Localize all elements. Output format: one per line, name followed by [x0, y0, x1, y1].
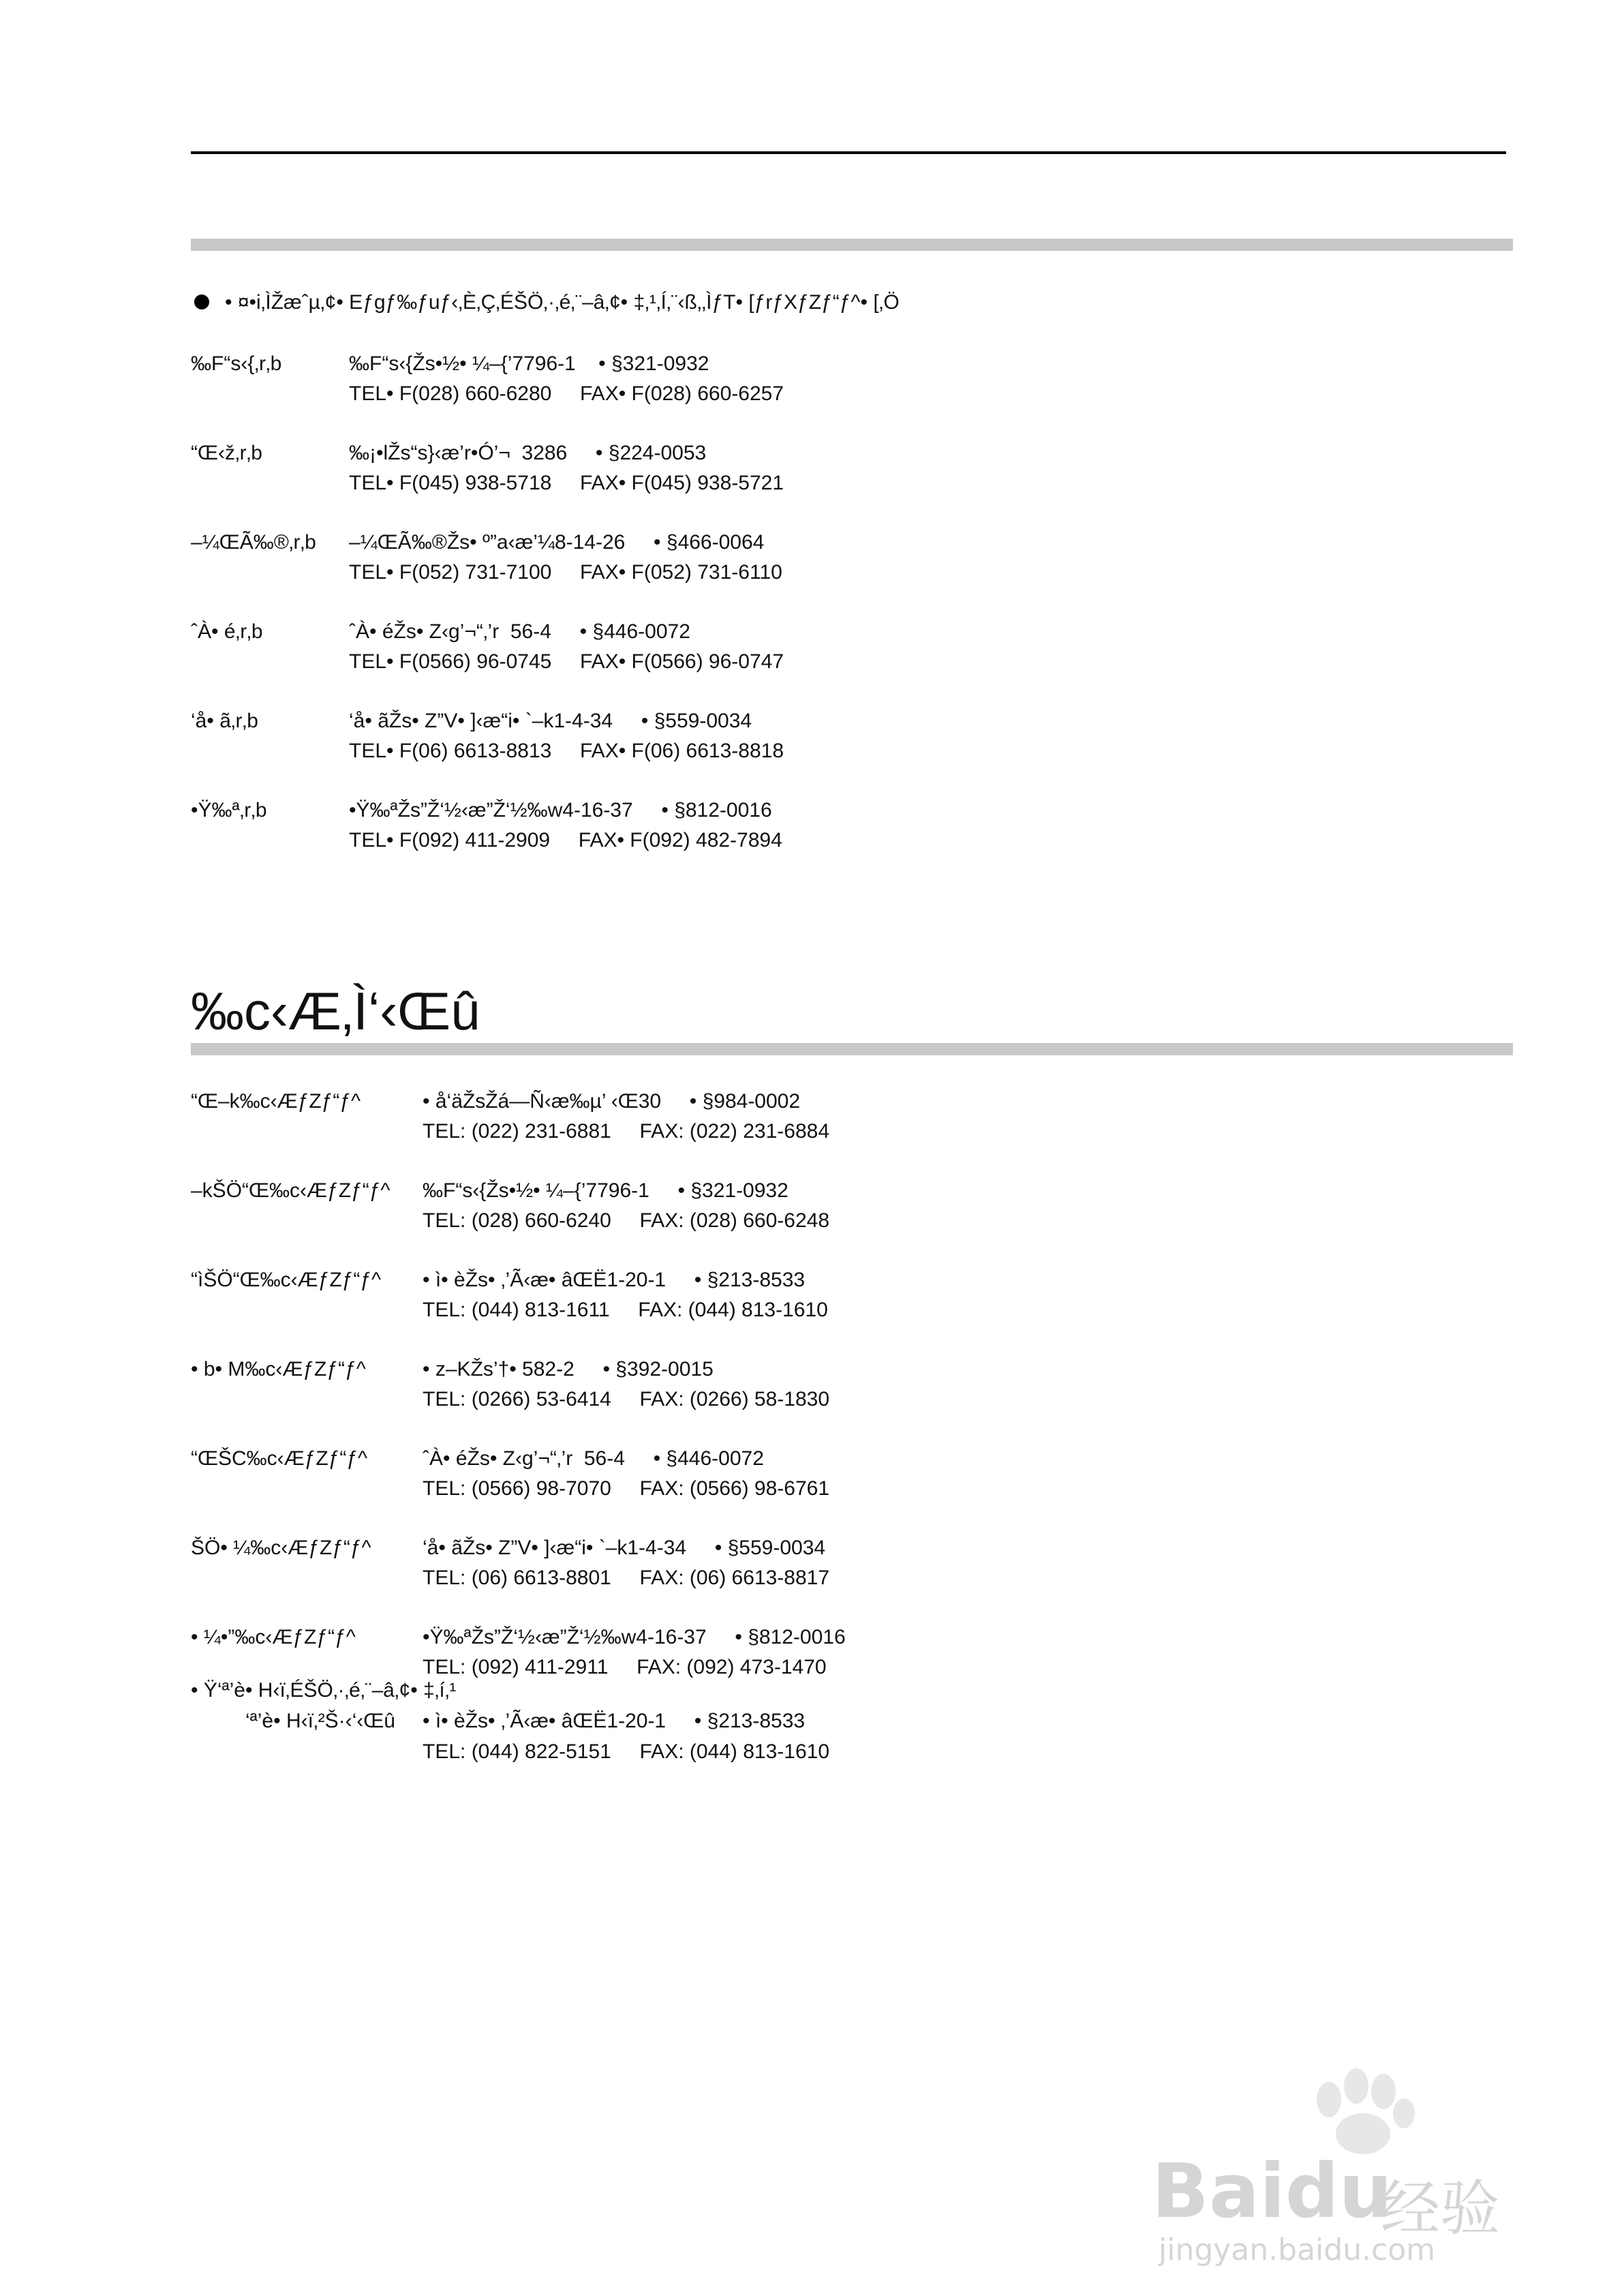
sales-center-name: “ìŠÖ“Œ‰c‹ÆƒZƒ“ƒ^ — [191, 1269, 382, 1291]
office-address: ‰F“s‹{Žs•½• ¼–{’7796-1 • §321-0932 — [349, 352, 709, 375]
office-name: –¼ŒÃ‰®‚r‚b — [191, 531, 316, 554]
sales-center-address: ‰F“s‹{Žs•½• ¼–{’7796-1 • §321-0932 — [423, 1179, 789, 1202]
section-title: ‰c‹Æ‚Ì‘‹Œû — [191, 981, 480, 1041]
sales-center-address: • å‘äŽsŽá—Ñ‹æ‰µ’ ‹Œ30 • §984-0002 — [423, 1090, 801, 1113]
office-name: •Ÿ‰ª‚r‚b — [191, 799, 267, 821]
last-entry-address: • ì• èŽs• ‚’Ã‹æ• âŒË1-20-1 • §213-8533 — [423, 1710, 806, 1732]
office-tel-fax: TEL• F(092) 411-2909 FAX• F(092) 482-7894 — [349, 829, 782, 851]
watermark-brand: Baidu — [1152, 2147, 1392, 2235]
sales-center-tel-fax: TEL: (06) 6613-8801 FAX: (06) 6613-8817 — [423, 1567, 830, 1589]
office-address: –¼ŒÃ‰®Žs• º”a‹æ’¼8-14-26 • §466-0064 — [349, 531, 765, 554]
sales-center-tel-fax: TEL: (0266) 53-6414 FAX: (0266) 58-1830 — [423, 1388, 830, 1410]
watermark — [1145, 2059, 1567, 2267]
intro-line: • ¤•i‚ÌŽæˆµ‚¢• Eƒgƒ‰ƒuƒ‹‚È‚Ç‚ÉŠÖ‚·‚é‚¨–â‚¢• ‡‚¹‚Í‚¨‹ß‚‚ÌƒT• [ƒrƒXƒZƒ“ƒ^• [‚Ö — [225, 291, 900, 314]
sales-center-name: –kŠÖ“Œ‰c‹ÆƒZƒ“ƒ^ — [191, 1179, 391, 1202]
sales-center-name: “Œ–k‰c‹ÆƒZƒ“ƒ^ — [191, 1090, 361, 1113]
sales-center-tel-fax: TEL: (0566) 98-7070 FAX: (0566) 98-6761 — [423, 1477, 830, 1500]
last-entry-title: • Ÿ‘ª’è• H‹ï‚ÉŠÖ‚·‚é‚¨–â‚¢• ‡‚í‚¹ — [191, 1679, 457, 1702]
sales-center-name: “ŒŠC‰c‹ÆƒZƒ“ƒ^ — [191, 1447, 368, 1470]
sales-center-name: • ¼•”‰c‹ÆƒZƒ“ƒ^ — [191, 1626, 356, 1648]
sales-center-tel-fax: TEL: (022) 231-6881 FAX: (022) 231-6884 — [423, 1120, 830, 1143]
sales-center-address: • z–KŽs’†• 582-2 • §392-0015 — [423, 1358, 714, 1380]
office-address: ˆÀ• éŽs• Z‹g’¬“‚’r 56-4 • §446-0072 — [349, 620, 690, 643]
last-entry-tel: TEL: (044) 822-5151 FAX: (044) 813-1610 — [423, 1740, 830, 1763]
sales-center-name: ŠÖ• ¼‰c‹ÆƒZƒ“ƒ^ — [191, 1537, 371, 1559]
sales-center-address: ‘å• ãŽs• Z”V• ]‹æ“i• `–k1-4-34 • §559-0034 — [423, 1537, 826, 1559]
office-address: ‰¡•lŽs“s}‹æ’r•Ó’¬ 3286 • §224-0053 — [349, 442, 707, 464]
sales-center-tel-fax: TEL: (044) 813-1611 FAX: (044) 813-1610 — [423, 1299, 828, 1321]
office-name: ˆÀ• é‚r‚b — [191, 620, 263, 643]
bullet-icon — [194, 294, 209, 309]
office-tel-fax: TEL• F(06) 6613-8813 FAX• F(06) 6613-8818 — [349, 740, 784, 762]
sales-center-address: •Ÿ‰ªŽs”Ž‘½‹æ”Ž‘½‰w4-16-37 • §812-0016 — [423, 1626, 846, 1648]
office-name: “Œ‹ž‚r‚b — [191, 442, 262, 464]
office-tel-fax: TEL• F(052) 731-7100 FAX• F(052) 731-6110 — [349, 561, 782, 584]
office-tel-fax: TEL• F(0566) 96-0745 FAX• F(0566) 96-0747 — [349, 650, 784, 673]
office-name: ‘å• ã‚r‚b — [191, 710, 258, 732]
sales-center-tel-fax: TEL: (092) 411-2911 FAX: (092) 473-1470 — [423, 1656, 827, 1678]
office-name: ‰F“s‹{‚r‚b — [191, 352, 282, 375]
office-tel-fax: TEL• F(045) 938-5718 FAX• F(045) 938-5721 — [349, 472, 784, 494]
grey-band-1 — [191, 239, 1513, 251]
watermark-suffix: 经验 — [1380, 2173, 1501, 2244]
last-entry-name: ‘ª’è• H‹ï‚²Š·‹‘‹Œû — [245, 1710, 395, 1732]
sales-center-address: • ì• èŽs• ‚’Ã‹æ• âŒË1-20-1 • §213-8533 — [423, 1269, 806, 1291]
grey-band-2 — [191, 1043, 1513, 1055]
top-rule — [191, 151, 1506, 154]
sales-center-name: • b• M‰c‹ÆƒZƒ“ƒ^ — [191, 1358, 366, 1380]
sales-center-address: ˆÀ• éŽs• Z‹g’¬“‚’r 56-4 • §446-0072 — [423, 1447, 764, 1470]
watermark-url: jingyan.baidu.com — [1159, 2233, 1436, 2267]
office-address: •Ÿ‰ªŽs”Ž‘½‹æ”Ž‘½‰w4-16-37 • §812-0016 — [349, 799, 772, 821]
office-tel-fax: TEL• F(028) 660-6280 FAX• F(028) 660-6257 — [349, 382, 784, 405]
office-address: ‘å• ãŽs• Z”V• ]‹æ“i• `–k1-4-34 • §559-0034 — [349, 710, 752, 732]
sales-center-tel-fax: TEL: (028) 660-6240 FAX: (028) 660-6248 — [423, 1209, 830, 1232]
